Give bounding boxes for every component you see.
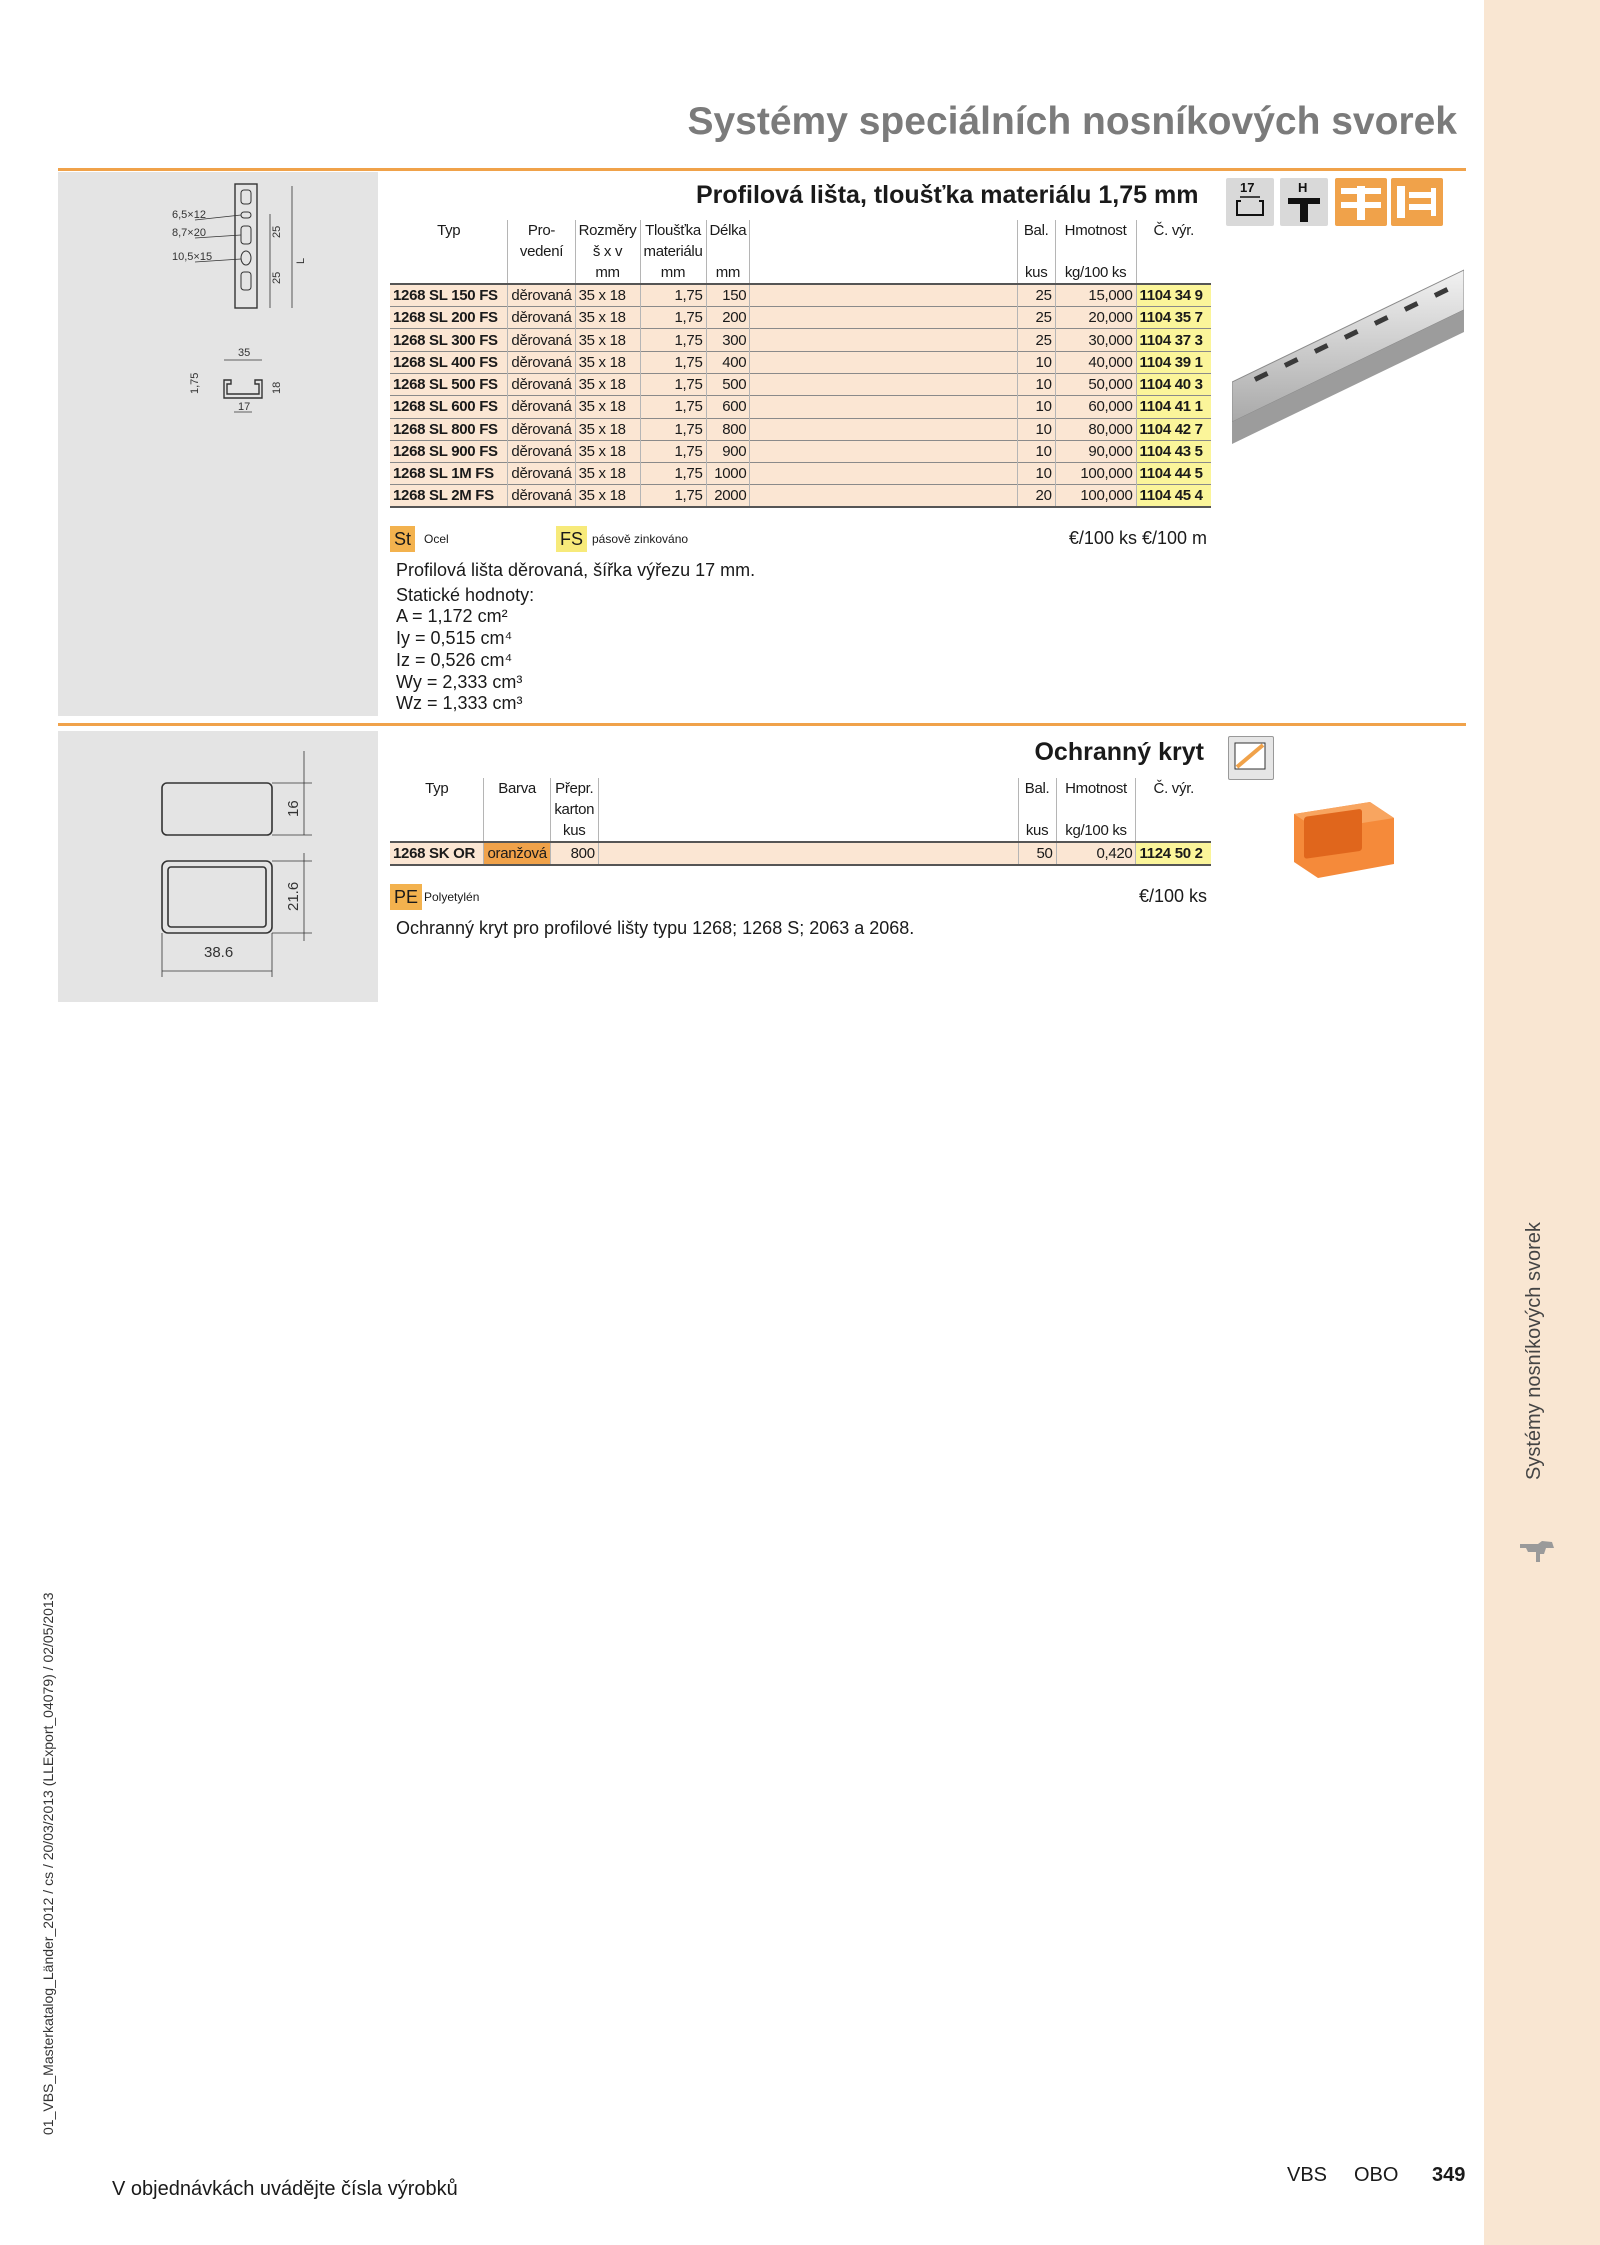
desc-line: Iz = 0,526 cm⁴ — [396, 649, 513, 670]
table-row: 1268 SL 400 FS děrovaná 35 x 18 1,75 400 10 40,000 1104 39 1 — [390, 351, 1211, 373]
article-number: 1104 41 1 — [1136, 396, 1211, 418]
drawing-panel — [58, 731, 378, 1002]
article-number: 1104 43 5 — [1136, 440, 1211, 462]
slot-width-17-icon — [1226, 178, 1274, 226]
color-cell: oranžová — [484, 842, 550, 864]
desc-line: Profilová lišta děrovaná, šířka výřezu 17 mm. — [396, 560, 756, 580]
article-number: 1104 35 7 — [1136, 307, 1211, 329]
side-strip — [1484, 0, 1600, 2245]
unit-hmotnost: kg/100 ks — [1055, 262, 1136, 284]
table-row: 1268 SL 900 FS děrovaná 35 x 18 1,75 900 10 90,000 1104 43 5 — [390, 440, 1211, 462]
profile-rail-photo — [1232, 262, 1464, 452]
col-header-typ: Typ — [390, 220, 508, 262]
section2-title: Ochranný kryt — [1034, 738, 1204, 766]
svg-text:17: 17 — [1240, 180, 1255, 195]
drawing-panel — [58, 172, 378, 716]
col-header-prepr-1: Přepr. — [555, 780, 594, 797]
dim-slot-17: 17 — [238, 401, 251, 413]
unit-prepr: kus — [550, 820, 598, 842]
col-header-cvyr: Č. výr. — [1153, 780, 1194, 797]
desc-line: Wy = 2,333 cm³ — [396, 671, 523, 692]
svg-text:H: H — [1298, 180, 1308, 195]
dim-height-16: 16 — [285, 800, 302, 817]
col-header-bal: Bal. — [1018, 778, 1056, 820]
material-badge-fs: FS — [556, 526, 587, 552]
table-row: 1268 SL 1M FS děrovaná 35 x 18 1,75 1000 10 100,000 1104 44 5 — [390, 463, 1211, 485]
side-section-label: Systémy nosníkových svorek — [1523, 1222, 1545, 1480]
section1-description — [396, 560, 755, 715]
beam-clamp-icon — [1518, 1538, 1556, 1568]
unit-bal: kus — [1017, 262, 1055, 284]
dim-25-b: 25 — [271, 271, 283, 284]
halogen-free-icon — [1228, 736, 1274, 780]
footer-brand-obo: OBO — [1354, 2164, 1399, 2186]
article-number: 1104 45 4 — [1136, 485, 1211, 507]
article-number: 1104 44 5 — [1136, 463, 1211, 485]
h-beam-icon — [1280, 178, 1328, 226]
unit-tloustka: mm — [640, 262, 706, 284]
article-number: 1104 39 1 — [1136, 351, 1211, 373]
desc-line: A = 1,172 cm² — [396, 606, 508, 627]
footer-brand-vbs: VBS — [1287, 2164, 1328, 2186]
table-row: 1268 SL 500 FS děrovaná 35 x 18 1,75 500 10 50,000 1104 40 3 — [390, 373, 1211, 395]
dim-width-35: 35 — [238, 347, 251, 359]
dim-thickness: 1,75 — [189, 372, 201, 394]
col-header-hmotnost: Hmotnost — [1055, 220, 1136, 262]
col-header-hmotnost: Hmotnost — [1056, 778, 1136, 820]
dim-height-18: 18 — [271, 381, 283, 394]
section1-product-table — [390, 220, 1211, 508]
slot-dim-3: 10,5×15 — [172, 251, 213, 263]
table-row: 1268 SK OR oranžová 800 50 0,420 1124 50 2 — [390, 842, 1211, 864]
material-badge-pe: PE — [390, 884, 422, 910]
desc-line: Statické hodnoty: — [396, 584, 535, 605]
material-label-st: Ocel — [424, 532, 449, 546]
material-badge-st: St — [390, 526, 415, 552]
col-header-typ: Typ — [390, 778, 484, 820]
article-number: 1104 37 3 — [1136, 329, 1211, 351]
section1-title: Profilová lišta, tloušťka materiálu 1,75 mm — [696, 181, 1199, 209]
col-header-delka: Délka — [706, 220, 750, 262]
section2-product-table — [390, 778, 1211, 866]
page-number: 349 — [1432, 2164, 1466, 2186]
unit-bal: kus — [1018, 820, 1056, 842]
unit-delka: mm — [706, 262, 750, 284]
article-number: 1104 42 7 — [1136, 418, 1211, 440]
col-header-barva: Barva — [484, 778, 550, 820]
page-title: Systémy speciálních nosníkových svorek — [687, 100, 1457, 143]
section-divider — [58, 723, 1466, 726]
cover-drawing — [58, 731, 378, 1002]
article-number: 1104 40 3 — [1136, 373, 1211, 395]
col-header-tloustka-1: Tloušťka — [645, 222, 701, 239]
table-row: 1268 SL 200 FS děrovaná 35 x 18 1,75 200 25 20,000 1104 35 7 — [390, 307, 1211, 329]
col-header-cvyr: Č. výr. — [1153, 222, 1194, 239]
col-header-tloustka-2: materiálu — [643, 243, 703, 260]
col-header-provedeni-1: Pro- — [527, 222, 556, 239]
table-row: 1268 SL 600 FS děrovaná 35 x 18 1,75 600 10 60,000 1104 41 1 — [390, 396, 1211, 418]
dim-length: L — [295, 257, 307, 264]
unit-rozmery: mm — [575, 262, 640, 284]
section2-description: Ochranný kryt pro profilové lišty typu 1268; 1268 S; 2063 a 2068. — [396, 918, 915, 938]
col-header-bal: Bal. — [1017, 220, 1055, 262]
section-divider — [58, 168, 1466, 171]
footer-note: V objednávkách uvádějte čísla výrobků — [112, 2178, 458, 2200]
desc-line: Wz = 1,333 cm³ — [396, 693, 523, 714]
slot-dim-2: 8,7×20 — [172, 227, 206, 239]
material-label-fs: pásově zinkováno — [592, 532, 689, 546]
col-header-rozmery-2: š x v — [592, 243, 623, 260]
unit-hmotnost: kg/100 ks — [1056, 820, 1136, 842]
profile-rail-drawing — [58, 172, 378, 716]
mounting-icon — [1335, 178, 1387, 226]
price-units: €/100 ks — [1138, 886, 1207, 906]
price-units: €/100 ks €/100 m — [1068, 528, 1207, 548]
article-number: 1104 34 9 — [1136, 284, 1211, 306]
vertical-footer: 01_VBS_Masterkatalog_Länder_2012 / cs / 20/03/2013 (LLExport_04079) / 02/05/2013 — [40, 1592, 56, 2135]
article-number: 1124 50 2 — [1136, 842, 1211, 864]
profile-install-icon — [1391, 178, 1443, 226]
cover-photo — [1282, 794, 1402, 884]
material-label-pe: Polyetylén — [424, 890, 480, 904]
table-row: 1268 SL 2M FS děrovaná 35 x 18 1,75 2000 20 100,000 1104 45 4 — [390, 485, 1211, 507]
table-row: 1268 SL 800 FS děrovaná 35 x 18 1,75 800 10 80,000 1104 42 7 — [390, 418, 1211, 440]
col-header-provedeni-2: vedení — [519, 243, 564, 260]
slot-dim-1: 6,5×12 — [172, 209, 206, 221]
dim-width-38-6: 38.6 — [204, 944, 234, 961]
table-row: 1268 SL 300 FS děrovaná 35 x 18 1,75 300 25 30,000 1104 37 3 — [390, 329, 1211, 351]
dim-height-21-6: 21.6 — [285, 881, 302, 911]
dim-25-a: 25 — [271, 225, 283, 238]
table-row: 1268 SL 150 FS děrovaná 35 x 18 1,75 150 25 15,000 1104 34 9 — [390, 284, 1211, 306]
desc-line: Iy = 0,515 cm⁴ — [396, 628, 513, 649]
col-header-rozmery-1: Rozměry — [578, 222, 637, 239]
col-header-prepr-2: karton — [554, 801, 595, 818]
